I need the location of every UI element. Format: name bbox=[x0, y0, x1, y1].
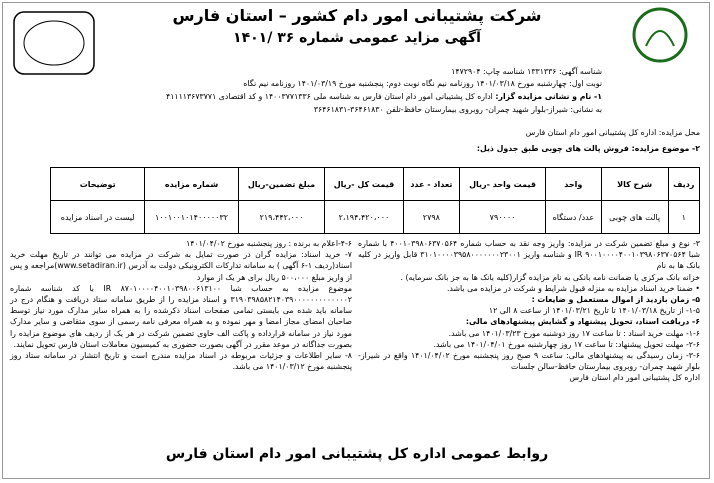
paragraph: ۳- نوع و مبلغ تضمین شرکت در مزایده: واریز وجه نقد به حساب شماره ۴۰۰۱۰۳۹۸۰۶۳۷۰۵۶۴ با شماره شبا IR ۹۰۰۱۰۰۰۰۴۰۰۱۰۳۹۸۰۶۳۷۰۵۶۴ و شناسه واریز ۳۱۰۱۰۰۰۰۳۹۵۸۰۰۰۰۰۰۰۲۳۰۰۱ قابل واریز در کلیه بانک ها به نام bbox=[358, 239, 701, 271]
col-guarantee: مبلغ تضمین-ریال bbox=[238, 168, 325, 201]
table-header-row bbox=[51, 168, 700, 201]
publish-dates-line: نوبت اول: چهارشنبه مورخ ۱۴۰۱/۰۳/۱۸ روزنامه نیم نگاه نوبت دوم: پنجشنبه مورخ ۱۴۰۱/۰۳/۱۹ روزنامه نیم نگاه bbox=[243, 79, 602, 88]
paragraph: موضوع مزایده به حساب شبا IR ۸۷۰۱۰۰۰۰۴۰۰۱۰۳۹۸۰۰۶۱۳۱۰۰ با کد شناسه شماره ۳۱۹۰۳۹۸۵۸۲۱۴۰۳۹۰۰۰۰۰۰۰۰۰۰۰۰۰۲ و اسناد مزایده را از طریق سامانه ستاد دریافت و هنگام درج در سامانه باید شده می بایستی تمامی صفحات اسناد ذکرشده را به همراه سایر مدارک مورد نیاز توسط صاحبان امضای مجاز امضا و مهر نموده و به همراه معرفی نامه رسمی از سوی متقاضی و سایر مدارک مورد نیاز در سامانه قرارداده و پاکت الف حاوی تضمین شرکت در هر یک از ردیف های موضوع مزایده را بصورت جداگانه در موعد مقرر در آگهی بصورت حضوری به کمیسیون معاملات استان فارس تحویل نمایند. bbox=[10, 283, 352, 349]
col-description: شرح کالا bbox=[601, 168, 668, 201]
paragraph: ۶- دریافت اسناد، تحویل پیشنهاد و گشایش پیشنهادهای مالی: bbox=[465, 317, 700, 327]
paragraph: ۱-۶- مهلت خرید اسناد : تا ساعت ۱۷ روز دوشنبه مورخ ۱۴۰۱/۰۳/۲۳ می باشد. bbox=[448, 328, 700, 338]
table-row bbox=[51, 201, 700, 234]
col-unit-price: قیمت واحد -ریال bbox=[460, 168, 546, 201]
cell-notes: لیست در اسناد مزایده bbox=[51, 201, 145, 234]
ad-id-line: شناسه آگهی: ۱۳۳۱۳۳۶ شناسه چاپ: ۱۴۷۲۹۰۴ bbox=[451, 67, 602, 76]
col-total-price: قیمت کل -ریال bbox=[325, 168, 403, 201]
organizer-heading: ۱- نام و نشانی مزایده گزار: bbox=[495, 92, 602, 101]
cell-auction-number: ۱۰۰۱۰۰۱۰۱۴۰۰۰۰۰۳۲ bbox=[145, 201, 238, 234]
public-relations-footer: روابط عمومی اداره کل پشتیبانی امور دام استان فارس bbox=[165, 446, 549, 462]
cell-quantity: ۲۷۹۸ bbox=[403, 201, 459, 234]
paragraph: ۲-۶- مهلت تحویل پیشنهاد: تا ساعت ۱۷ روز چهارشنبه مورخ ۱۴۰۱/۰۴/۰۱ می باشد. bbox=[433, 339, 700, 349]
subject-line: ۲- موضوع مزایده: فروش پالت های چوبی طبق جدول ذیل: bbox=[476, 144, 700, 153]
paragraph: ۳-۶- زمان رسیدگی به پیشنهادهای مالی: ساعت ۹ صبح روز پنجشنبه مورخ ۱۴۰۱/۰۴/۰۲ واقع در شیراز-بلوار شهید چمران- روبروی بیمارستان حافظ-سالن جلسات bbox=[358, 351, 700, 372]
paragraph: ۱-۵- از تاریخ ۱۴۰۱/۰۳/۱۸ تا تاریخ ۱۴۰۱/۰۳/۲۱ از ساعت ۸ الی ۱۲ bbox=[488, 306, 700, 316]
col-unit: واحد bbox=[546, 168, 602, 201]
jahad-keshavarzi-logo bbox=[614, 6, 706, 116]
col-auction-number: شماره مزایده bbox=[145, 168, 238, 201]
col-row-no: ردیف bbox=[668, 168, 699, 201]
paragraph: خزانه بانک مرکزی یا ضمانت نامه بانکی به نام مزایده گزار(کلیه بانک ها به جز بانک سرمایه) . bbox=[400, 272, 700, 282]
cell-guarantee: ۲۱۹،۴۴۲،۰۰۰ bbox=[238, 201, 325, 234]
paragraph: ۸- سایر اطلاعات و جزئیات مربوطه در اسناد مزایده مندرج است و تاریخ انتشار در سامانه ستاد روز پنجشنبه مورخ ۱۴۰۱/۰۳/۱۲ می باشد. bbox=[10, 351, 352, 372]
organizer-line bbox=[8, 91, 602, 102]
organizer-body: اداره کل پشتیبانی امور دام استان فارس به شناسه ملی ۱۴۰۰۳۷۷۱۳۳۶ و کد اقتصادی ۴۱۱۱۱۳۶۷۳۷۷۱ bbox=[166, 92, 493, 101]
auction-items-table bbox=[50, 167, 700, 234]
company-title: شرکت پشتیبانی امور دام کشور – استان فارس bbox=[172, 6, 542, 25]
cell-unit: عدد/ دستگاه bbox=[546, 201, 602, 234]
cell-total-price: ۲،۱۹۴،۴۲۰،۰۰۰ bbox=[325, 201, 403, 234]
col-quantity: تعداد - عدد bbox=[403, 168, 459, 201]
paragraph: • ضمنا خرید اسناد مزایده به منزله قبول شرایط و شرکت در مزایده می باشد. bbox=[446, 283, 700, 293]
right-text-column bbox=[358, 238, 700, 384]
cell-description: پالت های چوبی bbox=[601, 201, 668, 234]
cell-unit-price: ۷۹۰۰۰۰ bbox=[460, 201, 546, 234]
auction-number-title: آگهی مزاید عمومی شماره ۳۶ /۱۴۰۱ bbox=[233, 30, 481, 46]
paragraph: ۷- خرید اسناد: مزایده گران در صورت تمایل به شرکت در مزایده می توانند در تاریخ مهلت خرید اسناد(ردیف ۱-۶ آگهی ) به سامانه تدارکات الکترونیکی دولت به آدرس (www.setadiran.ir)مراجعه و پس از واریز مبلغ ۵۰۰،۰۰۰ ریال برای هر یک از موارد bbox=[10, 250, 353, 282]
paragraph: اداره کل پشتیبانی امور دام استان فارس bbox=[569, 373, 700, 383]
paragraph: ۴-۶-اعلام به برنده : روز پنجشنبه مورخ ۱۴۰۱/۰۴/۰۲ bbox=[186, 239, 352, 248]
venue-line: محل مزایده: اداره کل پشتیبانی امور دام استان فارس bbox=[525, 128, 700, 137]
col-notes: توضیحات bbox=[51, 168, 145, 201]
cell-row-no: ۱ bbox=[668, 201, 699, 234]
address-line: به نشانی: شیراز-بلوار شهید چمران- روبروی بیمارستان حافظ-تلفن ۳۶۴۶۱۸۳۰-۳۶۴۶۱۸۳۱ bbox=[313, 105, 602, 114]
paragraph: ۵- زمان بازدید از اموال مستعمل و ضایعات : bbox=[531, 295, 700, 305]
left-text-column bbox=[10, 238, 352, 372]
